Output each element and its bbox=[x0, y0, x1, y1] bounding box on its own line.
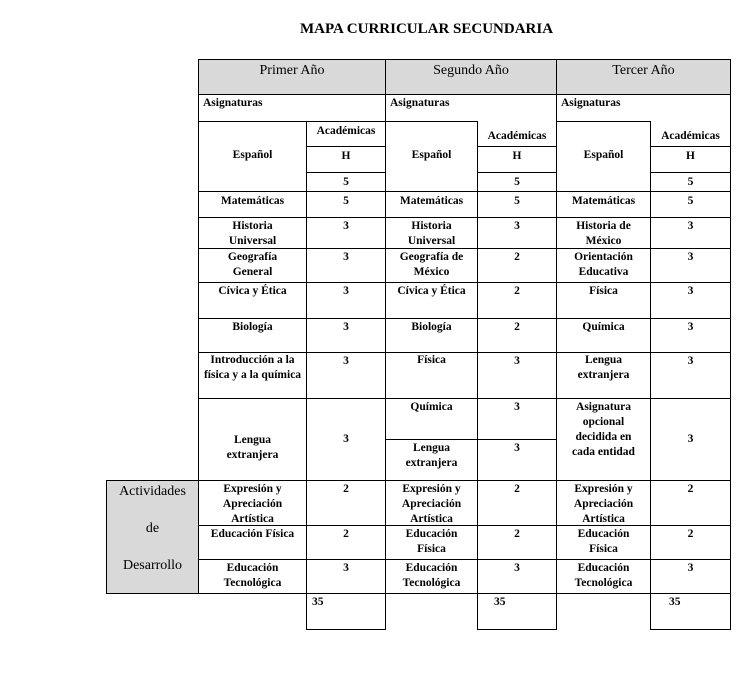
y3-hours-orientacion: 3 bbox=[650, 248, 731, 283]
y1-subject-matematicas: Matemáticas bbox=[198, 191, 307, 218]
year-header-1: Primer Año bbox=[198, 59, 386, 95]
y1-hours-geografia: 3 bbox=[306, 248, 386, 283]
y2-hours-lengua: 3 bbox=[477, 439, 557, 481]
y3-hours-quimica: 3 bbox=[650, 318, 731, 353]
y2-hours-geografia: 2 bbox=[477, 248, 557, 283]
page-title: MAPA CURRICULAR SECUNDARIA bbox=[300, 21, 554, 37]
y2-subject-civica: Cívica y Ética bbox=[385, 282, 478, 319]
y2-hours-fisica: 3 bbox=[477, 352, 557, 399]
y1-subject-espanol: Español bbox=[198, 121, 307, 192]
y1-hours-introduccion: 3 bbox=[306, 352, 386, 399]
activities-label-line-3: Desarrollo bbox=[122, 558, 183, 573]
y2-hours-civica: 2 bbox=[477, 282, 557, 319]
y1-subject-historia: Historia Universal bbox=[198, 217, 307, 249]
y3-subject-historia: Historia de México bbox=[556, 217, 651, 249]
y3-subject-fisica: Física bbox=[556, 282, 651, 319]
y2-activity-hours-tecnologica: 3 bbox=[477, 559, 557, 594]
y2-hours-espanol: 5 bbox=[477, 172, 557, 192]
y1-hours-biologia: 3 bbox=[306, 318, 386, 353]
y3-subject-opcional: Asignatura opcional decidida en cada entidad bbox=[556, 398, 651, 481]
y1-activity-expresion: Expresión y Apreciación Artística bbox=[198, 480, 307, 526]
y2-subject-fisica: Física bbox=[385, 352, 478, 399]
y3-subject-quimica: Química bbox=[556, 318, 651, 353]
y3-hours-lengua: 3 bbox=[650, 352, 731, 399]
asignaturas-label-2: Asignaturas bbox=[385, 94, 557, 122]
y1-activity-hours-fisica: 2 bbox=[306, 525, 386, 560]
y3-activity-hours-fisica: 2 bbox=[650, 525, 731, 560]
y2-subject-quimica: Química bbox=[385, 398, 478, 440]
year-header-3: Tercer Año bbox=[556, 59, 731, 95]
y1-activity-hours-tecnologica: 3 bbox=[306, 559, 386, 594]
activities-label-line-2: de bbox=[145, 521, 160, 536]
activities-side-label bbox=[106, 480, 199, 594]
asignaturas-label-3: Asignaturas bbox=[556, 94, 731, 122]
activities-label-line-1: Actividades bbox=[119, 484, 186, 499]
y2-subject-biologia: Biología bbox=[385, 318, 478, 353]
y3-subject-orientacion: Orientación Educativa bbox=[556, 248, 651, 283]
y3-activity-fisica: Educación Física bbox=[556, 525, 651, 560]
year-header-2: Segundo Año bbox=[385, 59, 557, 95]
y1-hours-lengua: 3 bbox=[306, 398, 386, 481]
y3-hours-label: H bbox=[650, 146, 731, 173]
y2-activity-hours-expresion: 2 bbox=[477, 480, 557, 526]
y3-subject-matematicas: Matemáticas bbox=[556, 191, 651, 218]
y2-subject-espanol: Español bbox=[385, 121, 478, 192]
y1-hours-matematicas: 5 bbox=[306, 191, 386, 218]
y1-subject-geografia: Geografía General bbox=[198, 248, 307, 283]
y1-hours-historia: 3 bbox=[306, 217, 386, 249]
y1-activity-tecnologica: Educación Tecnológica bbox=[198, 559, 307, 594]
asignaturas-label-1: Asignaturas bbox=[198, 94, 386, 122]
y2-hours-matematicas: 5 bbox=[477, 191, 557, 218]
y2-hours-label: H bbox=[477, 146, 557, 173]
y2-subject-historia: Historia Universal bbox=[385, 217, 478, 249]
y1-activity-fisica: Educación Física bbox=[198, 525, 307, 560]
y3-hours-fisica: 3 bbox=[650, 282, 731, 319]
y2-activity-tecnologica: Educación Tecnológica bbox=[385, 559, 478, 594]
y3-hours-opcional: 3 bbox=[650, 398, 731, 481]
y1-subject-civica: Cívica y Ética bbox=[198, 282, 307, 319]
y1-activity-hours-expresion: 2 bbox=[306, 480, 386, 526]
y1-subject-biologia: Biología bbox=[198, 318, 307, 353]
y2-hours-quimica: 3 bbox=[477, 398, 557, 440]
y3-activity-hours-tecnologica: 3 bbox=[650, 559, 731, 594]
y2-activity-expresion: Expresión y Apreciación Artística bbox=[385, 480, 478, 526]
y3-hours-espanol: 5 bbox=[650, 172, 731, 192]
y3-subject-espanol: Español bbox=[556, 121, 651, 192]
total-year-1: 35 bbox=[306, 593, 386, 630]
y3-activity-tecnologica: Educación Tecnológica bbox=[556, 559, 651, 594]
y3-hours-historia: 3 bbox=[650, 217, 731, 249]
y1-subject-introduccion: Introducción a la física y a la química bbox=[198, 352, 307, 399]
y3-academicas-label: Académicas bbox=[650, 121, 731, 147]
y1-academicas-label: Académicas bbox=[306, 121, 386, 147]
y1-hours-civica: 3 bbox=[306, 282, 386, 319]
y2-hours-biologia: 2 bbox=[477, 318, 557, 353]
y2-subject-geografia: Geografía de México bbox=[385, 248, 478, 283]
y2-academicas-label: Académicas bbox=[477, 121, 557, 147]
y2-subject-lengua: Lengua extranjera bbox=[385, 439, 478, 481]
y1-subject-lengua: Lengua extranjera bbox=[198, 398, 307, 481]
y2-activity-hours-fisica: 2 bbox=[477, 525, 557, 560]
y2-subject-matematicas: Matemáticas bbox=[385, 191, 478, 218]
y2-hours-historia: 3 bbox=[477, 217, 557, 249]
total-year-3: 35 bbox=[650, 593, 731, 630]
total-year-2: 35 bbox=[477, 593, 557, 630]
y3-subject-lengua: Lengua extranjera bbox=[556, 352, 651, 399]
y3-activity-expresion: Expresión y Apreciación Artística bbox=[556, 480, 651, 526]
y1-hours-espanol: 5 bbox=[306, 172, 386, 192]
y3-hours-matematicas: 5 bbox=[650, 191, 731, 218]
y2-activity-fisica: Educación Física bbox=[385, 525, 478, 560]
y1-hours-label: H bbox=[306, 146, 386, 173]
y3-activity-hours-expresion: 2 bbox=[650, 480, 731, 526]
